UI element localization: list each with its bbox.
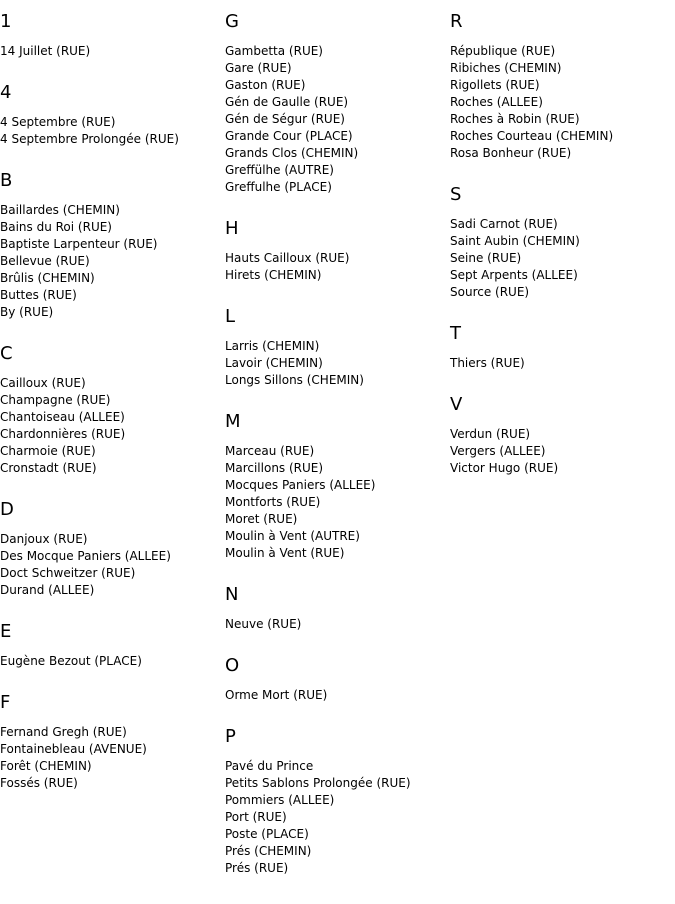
letter-section — [225, 585, 450, 633]
letter-section — [0, 693, 225, 792]
street-list — [225, 250, 450, 284]
street-item: Buttes (RUE) — [0, 288, 77, 302]
street-item: Champagne (RUE) — [0, 393, 111, 407]
street-item: Pommiers (ALLEE) — [225, 793, 335, 807]
street-item: Neuve (RUE) — [225, 617, 302, 631]
street-item: Fontainebleau (AVENUE) — [0, 742, 147, 756]
street-item: Grands Clos (CHEMIN) — [225, 146, 359, 160]
street-item: Sept Arpents (ALLEE) — [450, 268, 578, 282]
street-list — [0, 43, 225, 60]
letter-section — [0, 12, 225, 60]
section-letter-heading: 4 — [0, 82, 12, 103]
section-letter-heading: S — [450, 184, 462, 205]
street-item: Saint Aubin (CHEMIN) — [450, 234, 580, 248]
letter-section — [0, 344, 225, 477]
street-item: 4 Septembre (RUE) — [0, 115, 116, 129]
street-item: Fernand Gregh (RUE) — [0, 725, 127, 739]
street-item: Roches à Robin (RUE) — [450, 112, 580, 126]
street-item: Larris (CHEMIN) — [225, 339, 320, 353]
street-list — [225, 758, 450, 877]
street-item: Prés (CHEMIN) — [225, 844, 312, 858]
street-list — [0, 202, 225, 321]
street-list — [225, 687, 450, 704]
street-item: Thiers (RUE) — [450, 356, 525, 370]
section-letter-heading: V — [450, 394, 463, 415]
street-item: Greffulhe (PLACE) — [225, 180, 332, 194]
street-item: Rigollets (RUE) — [450, 78, 540, 92]
street-list — [225, 443, 450, 562]
street-item: Marcillons (RUE) — [225, 461, 324, 475]
street-item: Bains du Roi (RUE) — [0, 220, 112, 234]
street-item: 14 Juillet (RUE) — [0, 44, 91, 58]
section-letter-heading: H — [225, 218, 239, 239]
street-item: Moret (RUE) — [225, 512, 298, 526]
section-letter-heading: 1 — [0, 11, 12, 32]
street-item: Lavoir (CHEMIN) — [225, 356, 323, 370]
street-item: République (RUE) — [450, 44, 556, 58]
street-list — [0, 375, 225, 477]
street-item: Sadi Carnot (RUE) — [450, 217, 558, 231]
section-letter-heading: R — [450, 11, 463, 32]
street-item: Marceau (RUE) — [225, 444, 315, 458]
street-list — [450, 426, 675, 477]
street-list — [0, 531, 225, 599]
letter-section — [225, 12, 450, 196]
street-item: Montforts (RUE) — [225, 495, 321, 509]
section-letter-heading: M — [225, 411, 241, 432]
street-list — [225, 43, 450, 196]
street-item: Hirets (CHEMIN) — [225, 268, 322, 282]
section-letter-heading: L — [225, 306, 236, 327]
street-item: Orme Mort (RUE) — [225, 688, 328, 702]
section-letter-heading: C — [0, 343, 13, 364]
street-item: Port (RUE) — [225, 810, 287, 824]
street-item: Source (RUE) — [450, 285, 530, 299]
street-item: Greffülhe (AUTRE) — [225, 163, 334, 177]
street-item: Bellevue (RUE) — [0, 254, 90, 268]
section-letter-heading: P — [225, 726, 236, 747]
street-list — [0, 724, 225, 792]
letter-section — [450, 12, 675, 162]
street-item: Seine (RUE) — [450, 251, 522, 265]
street-item: Fossés (RUE) — [0, 776, 78, 790]
street-item: Pavé du Prince — [225, 759, 314, 773]
street-item: Cronstadt (RUE) — [0, 461, 97, 475]
street-item: Durand (ALLEE) — [0, 583, 95, 597]
street-index-column-1 — [0, 0, 225, 792]
section-letter-heading: N — [225, 584, 239, 605]
street-item: Grande Cour (PLACE) — [225, 129, 353, 143]
street-item: Moulin à Vent (AUTRE) — [225, 529, 360, 543]
section-letter-heading: O — [225, 655, 240, 676]
street-item: Chantoiseau (ALLEE) — [0, 410, 125, 424]
street-list — [0, 114, 225, 148]
letter-section — [450, 185, 675, 301]
section-letter-heading: E — [0, 621, 12, 642]
street-item: Gaston (RUE) — [225, 78, 306, 92]
letter-section — [450, 395, 675, 477]
letter-section — [225, 727, 450, 877]
street-item: Charmoie (RUE) — [0, 444, 96, 458]
letter-section — [0, 83, 225, 148]
street-item: Petits Sablons Prolongée (RUE) — [225, 776, 411, 790]
section-letter-heading: F — [0, 692, 11, 713]
street-item: Cailloux (RUE) — [0, 376, 86, 390]
street-item: Hauts Cailloux (RUE) — [225, 251, 350, 265]
street-item: Chardonnières (RUE) — [0, 427, 126, 441]
letter-section — [450, 324, 675, 372]
street-item: Moulin à Vent (RUE) — [225, 546, 345, 560]
street-index-column-2 — [225, 0, 450, 877]
letter-section — [0, 500, 225, 599]
street-list — [225, 338, 450, 389]
street-index-column-3 — [450, 0, 675, 477]
letter-section — [225, 307, 450, 389]
street-item: Poste (PLACE) — [225, 827, 309, 841]
section-letter-heading: G — [225, 11, 239, 32]
street-list — [0, 653, 225, 670]
section-letter-heading: D — [0, 499, 14, 520]
street-list — [450, 216, 675, 301]
street-item: Roches Courteau (CHEMIN) — [450, 129, 614, 143]
street-item: Vergers (ALLEE) — [450, 444, 546, 458]
letter-section — [225, 412, 450, 562]
street-item: Gare (RUE) — [225, 61, 292, 75]
street-item: Mocques Paniers (ALLEE) — [225, 478, 376, 492]
letter-section — [0, 622, 225, 670]
street-item: Danjoux (RUE) — [0, 532, 88, 546]
street-item: Baillardes (CHEMIN) — [0, 203, 120, 217]
street-item: Doct Schweitzer (RUE) — [0, 566, 136, 580]
street-item: Forêt (CHEMIN) — [0, 759, 92, 773]
street-item: Brûlis (CHEMIN) — [0, 271, 95, 285]
street-item: Baptiste Larpenteur (RUE) — [0, 237, 158, 251]
street-list — [450, 43, 675, 162]
letter-section — [225, 219, 450, 284]
street-item: Rosa Bonheur (RUE) — [450, 146, 572, 160]
letter-section — [225, 656, 450, 704]
street-item: Ribiches (CHEMIN) — [450, 61, 562, 75]
street-item: Prés (RUE) — [225, 861, 289, 875]
street-item: Eugène Bezout (PLACE) — [0, 654, 142, 668]
street-item: Victor Hugo (RUE) — [450, 461, 559, 475]
street-item: 4 Septembre Prolongée (RUE) — [0, 132, 179, 146]
street-item: By (RUE) — [0, 305, 54, 319]
section-letter-heading: B — [0, 170, 13, 191]
street-item: Roches (ALLEE) — [450, 95, 543, 109]
street-item: Verdun (RUE) — [450, 427, 531, 441]
street-item: Des Mocque Paniers (ALLEE) — [0, 549, 171, 563]
section-letter-heading: T — [450, 323, 461, 344]
street-list — [450, 355, 675, 372]
letter-section — [0, 171, 225, 321]
street-item: Gén de Gaulle (RUE) — [225, 95, 349, 109]
street-list — [225, 616, 450, 633]
street-item: Gambetta (RUE) — [225, 44, 323, 58]
street-item: Longs Sillons (CHEMIN) — [225, 373, 364, 387]
street-item: Gén de Ségur (RUE) — [225, 112, 345, 126]
